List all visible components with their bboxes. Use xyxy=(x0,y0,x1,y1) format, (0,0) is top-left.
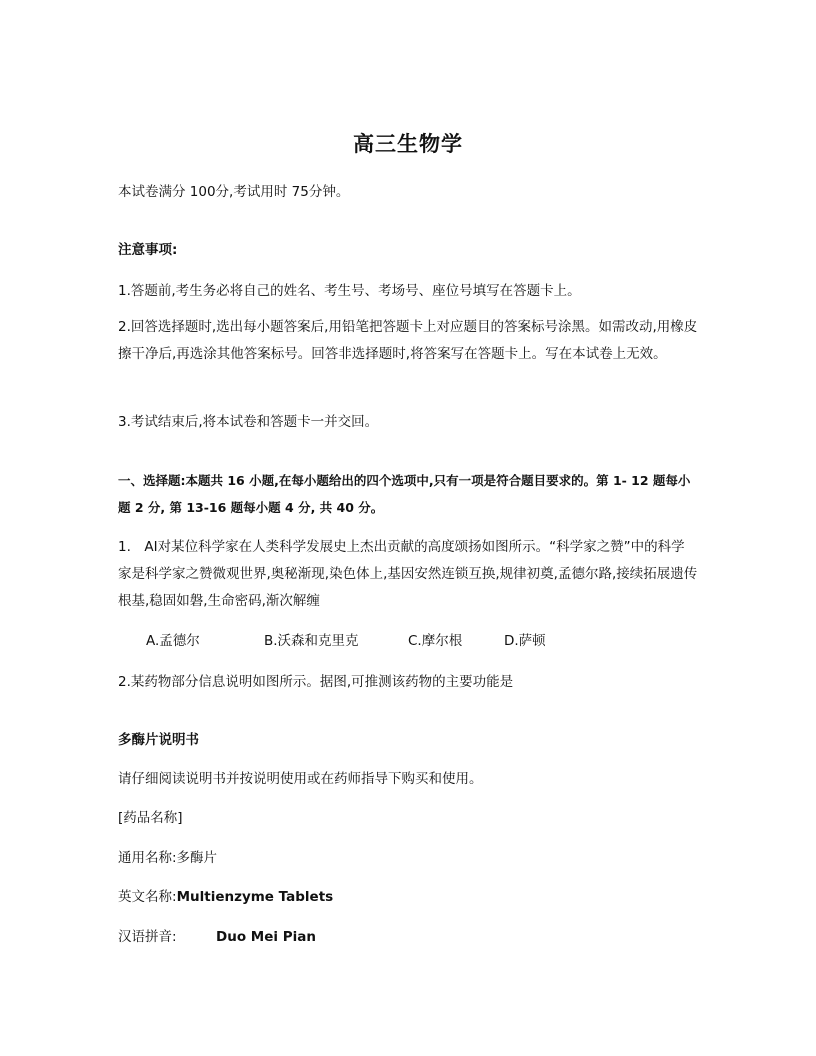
leaflet-instruction: 请仔细阅读说明书并按说明使用或在药师指导下购买和使用。 xyxy=(118,771,483,787)
option-b: B.沃森和克里克 xyxy=(264,633,359,649)
drug-name-heading: [药品名称] xyxy=(118,810,183,826)
notice-item-2: 2.回答选择题时,选出每小题答案后,用铅笔把答题卡上对应题目的答案标号涂黑。如需改动,用橡皮擦干净后,再选涂其他答案标号。回答非选择题时,将答案写在答题卡上。写在本试卷上无效。 xyxy=(118,319,698,362)
english-name-value: Multienzyme Tablets xyxy=(176,889,334,905)
pinyin-name xyxy=(118,928,698,946)
page-title: 高三生物学 xyxy=(353,132,463,156)
question-1-stem: 1. AI对某位科学家在人类科学发展史上杰出贡献的高度颂扬如图所示。“科学家之赞”中的科学家是科学家之赞微观世界,奥秘渐现,染色体上,基因安然连锁互换,规律初奠,孟德尔路,接续拓展遗传根基,稳固如磐,生命密码,渐次解缠 xyxy=(118,539,698,609)
notice-item-3: 3.考试结束后,将本试卷和答题卡一并交回。 xyxy=(118,414,379,430)
pinyin-label: 汉语拼音: xyxy=(118,929,177,945)
pinyin-value: Duo Mei Pian xyxy=(216,929,316,945)
english-name xyxy=(118,888,698,906)
notice-heading: 注意事项: xyxy=(118,242,178,258)
generic-name: 通用名称:多酶片 xyxy=(118,850,218,866)
notice-item-1: 1.答题前,考生务必将自己的姓名、考生号、考场号、座位号填写在答题卡上。 xyxy=(118,283,581,299)
option-d: D.萨顿 xyxy=(504,633,546,649)
leaflet-title: 多酶片说明书 xyxy=(118,732,199,748)
english-name-label: 英文名称: xyxy=(118,889,177,905)
option-c: C.摩尔根 xyxy=(408,633,463,649)
section-heading: 一、选择题:本题共 16 小题,在每小题给出的四个选项中,只有一项是符合题目要求的。第 1- 12 题每小题 2 分, 第 13-16 题每小题 4 分, 共 40 分。 xyxy=(118,473,691,515)
option-a: A.孟德尔 xyxy=(146,633,200,649)
question-2-stem: 2.某药物部分信息说明如图所示。据图,可推测该药物的主要功能是 xyxy=(118,674,514,690)
exam-intro: 本试卷满分 100分,考试用时 75分钟。 xyxy=(118,184,350,200)
